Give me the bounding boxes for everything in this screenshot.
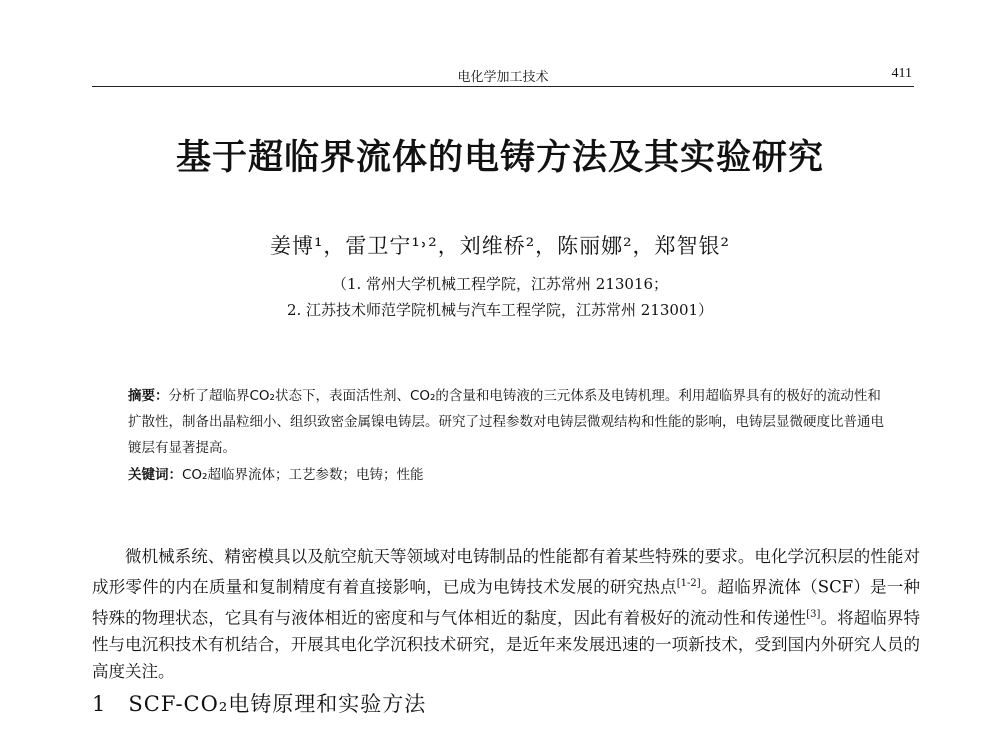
keywords	[128, 463, 888, 483]
section-number: 1	[92, 692, 107, 716]
intro-paragraph	[92, 543, 920, 685]
abstract-text: 分析了超临界CO₂状态下，表面活性剂、CO₂的含量和电铸液的三元体系及电铸机理。利用超临界具有的极好的流动性和扩散性，制备出晶粒细小、组织致密金属镍电铸层。研究了过程参数对电铸层微观结构和性能的影响，电铸层显微硬度比普通电镀层有显著提高。	[128, 388, 884, 456]
keywords-text: CO₂超临界流体；工艺参数；电铸；性能	[182, 467, 424, 483]
journal-name: 电化学加工技术	[457, 70, 549, 85]
paper-title: 基于超临界流体的电铸方法及其实验研究	[175, 138, 824, 178]
affiliation-2: 2. 江苏技术师范学院机械与汽车工程学院，江苏常州 213001）	[286, 301, 714, 319]
section-heading	[92, 688, 426, 718]
running-header	[92, 64, 914, 87]
abstract-label: 摘要：	[128, 388, 169, 404]
intro-text-3: 。将超临界特性与电沉积技术有机结合，开展其电化学沉积技术研究，是近年来发展迅速的一项新技术，受到国内外研究人员的高度关注。	[92, 608, 921, 681]
author-list: 姜博¹，雷卫宁¹˒²，刘维桥²，陈丽娜²，郑智银²	[270, 234, 730, 258]
intro-text-1: 微机械系统、精密模具以及航空航天等领域对电铸制品的性能都有着某些特殊的要求。电化学沉积层的性能对成形零件的内在质量和复制精度有着直接影响，已成为电铸技术发展的研究热点	[92, 547, 920, 597]
citation-3[interactable]: [3]	[806, 608, 821, 620]
section-title: SCF-CO₂电铸原理和实验方法	[128, 692, 427, 716]
affiliation-1: （1. 常州大学机械工程学院，江苏常州 213016；	[331, 275, 669, 293]
citation-1-2[interactable]: [1-2]	[676, 578, 701, 589]
abstract	[128, 383, 888, 461]
intro-text-2: 。超临界流体（SCF）是一种特殊的物理状态，它具有与液体相近的密度和与气体相近的黏度，因此有着极好的流动性和传递性	[92, 577, 920, 627]
page-number: 411	[891, 66, 912, 81]
keywords-label: 关键词：	[128, 467, 182, 483]
